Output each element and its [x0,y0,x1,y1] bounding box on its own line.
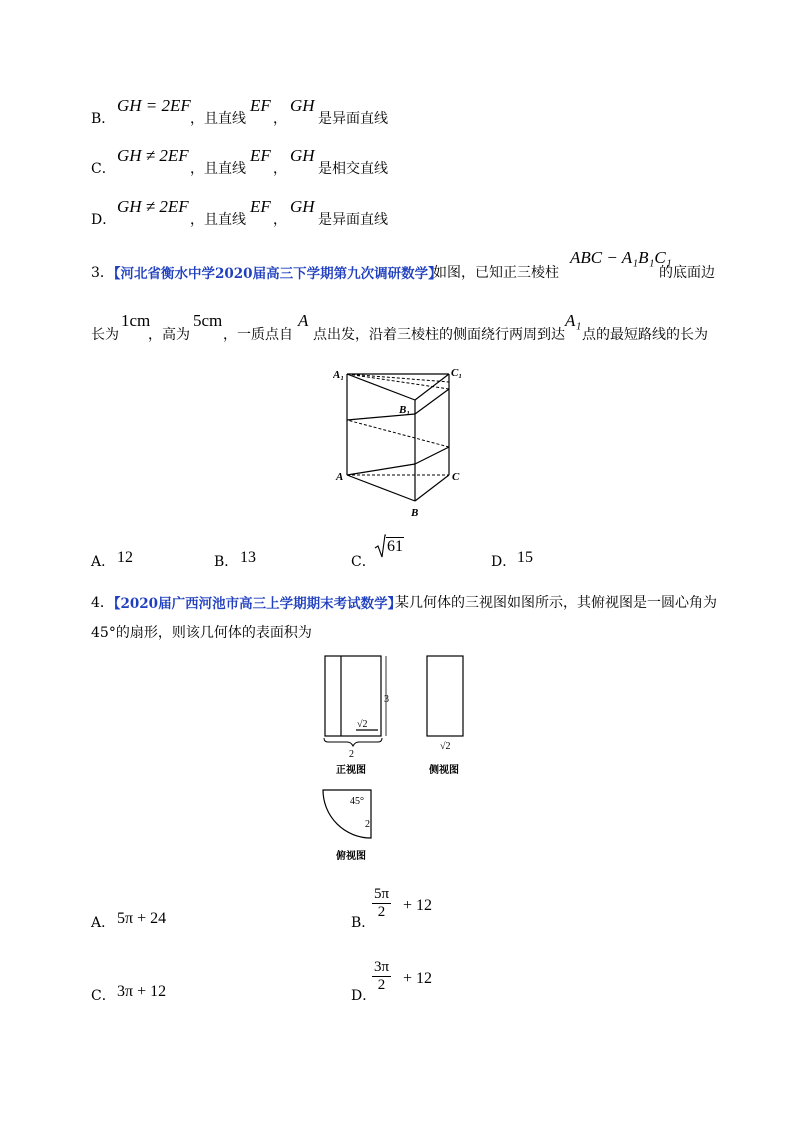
dim-2-bottom: 2 [349,749,354,760]
option-formula: EF [250,197,271,216]
option-fraction [372,959,391,994]
option-value: 61 [387,538,403,555]
option-formula: EF [250,96,271,115]
option-letter: A． [91,554,116,570]
option-letter: C． [351,554,376,570]
question-text: 长为 [91,327,119,343]
option-formula: GH ≠ 2EF [117,146,189,165]
label-c1: C₁ [451,367,463,379]
front-view-label: 正视图 [336,765,366,776]
label-b: B [411,507,419,519]
option-value: 3π + 12 [117,983,167,1000]
dim-sqrt2-inner: √2 [357,719,368,730]
question-source: 【河北省衡水中学2020届高三下学期第九次调研数学】 [107,266,442,282]
option-text: ， [273,161,287,177]
question-text: 点的最短路线的长为 [582,327,708,343]
length-value: 1cm [121,311,151,330]
option-text: 是异面直线 [318,111,388,127]
front-view [324,656,386,746]
question-number: 4． [91,595,114,611]
option-text: ， [273,212,287,228]
question-text: ，高为 [148,327,190,343]
option-formula: EF [250,146,271,165]
option-letter: D． [491,554,517,570]
three-view-figure [316,650,486,865]
fraction-denominator: 2 [377,904,386,920]
option-formula: GH [290,146,315,165]
option-value: 15 [517,549,533,566]
label-a: A [336,471,344,483]
fraction-numerator: 5π [374,886,390,902]
option-letter: B． [351,915,376,931]
top-view-label: 俯视图 [336,851,366,862]
option-text: ，且直线 [190,212,246,228]
side-view-label: 侧视图 [429,765,459,776]
sqrt-sign-icon [374,533,386,559]
question-number: 3． [91,265,114,281]
height-value: 5cm [193,311,223,330]
question-text: 某几何体的三视图如图所示，其俯视图是一圆心角为 [395,595,717,611]
question-text: 45°的扇形，则该几何体的表面积为 [91,625,312,641]
radius-label: 2 [365,819,370,830]
option-text: ，且直线 [190,161,246,177]
question-text: 的底面边 [659,265,715,281]
question-text: 如图，已知正三棱柱 [433,265,559,281]
side-view [427,656,463,736]
fraction-numerator: 3π [374,959,390,975]
option-letter: D． [91,212,117,228]
option-formula: GH [290,96,315,115]
option-letter: C． [91,161,116,177]
option-letter: C． [91,988,116,1004]
dim-sqrt2-side: √2 [440,741,451,752]
fraction-denominator: 2 [377,977,386,993]
option-letter: B． [91,111,116,127]
option-letter: D． [351,988,377,1004]
label-a1: A₁ [333,369,345,381]
prism-figure [333,360,473,520]
option-value: 12 [117,549,133,566]
prism-formula: ABC − A₁B₁C₁ [570,248,672,267]
option-value: 5π + 24 [117,910,167,927]
option-letter: B． [214,554,239,570]
point-label: A₁ [565,311,582,330]
option-formula: GH = 2EF [117,96,191,115]
dim-3: 3 [384,694,389,705]
option-text: 是异面直线 [318,212,388,228]
point-label: A [298,311,309,330]
option-value: + 12 [403,897,433,914]
option-letter: A． [91,915,116,931]
option-text: 是相交直线 [318,161,388,177]
question-text: 点出发，沿着三棱柱的侧面绕行两周到达 [313,327,565,343]
question-source: 【2020届广西河池市高三上学期期末考试数学】 [107,596,402,612]
angle-label: 45° [350,796,364,807]
label-c: C [452,471,460,483]
option-value: + 12 [403,970,433,987]
option-formula: GH ≠ 2EF [117,197,189,216]
question-text: ，一质点自 [223,327,293,343]
option-text: ， [273,111,287,127]
option-fraction [372,886,391,921]
option-value: 13 [240,549,256,566]
option-text: ，且直线 [190,111,246,127]
option-formula: GH [290,197,315,216]
label-b1: B₁ [399,404,411,416]
